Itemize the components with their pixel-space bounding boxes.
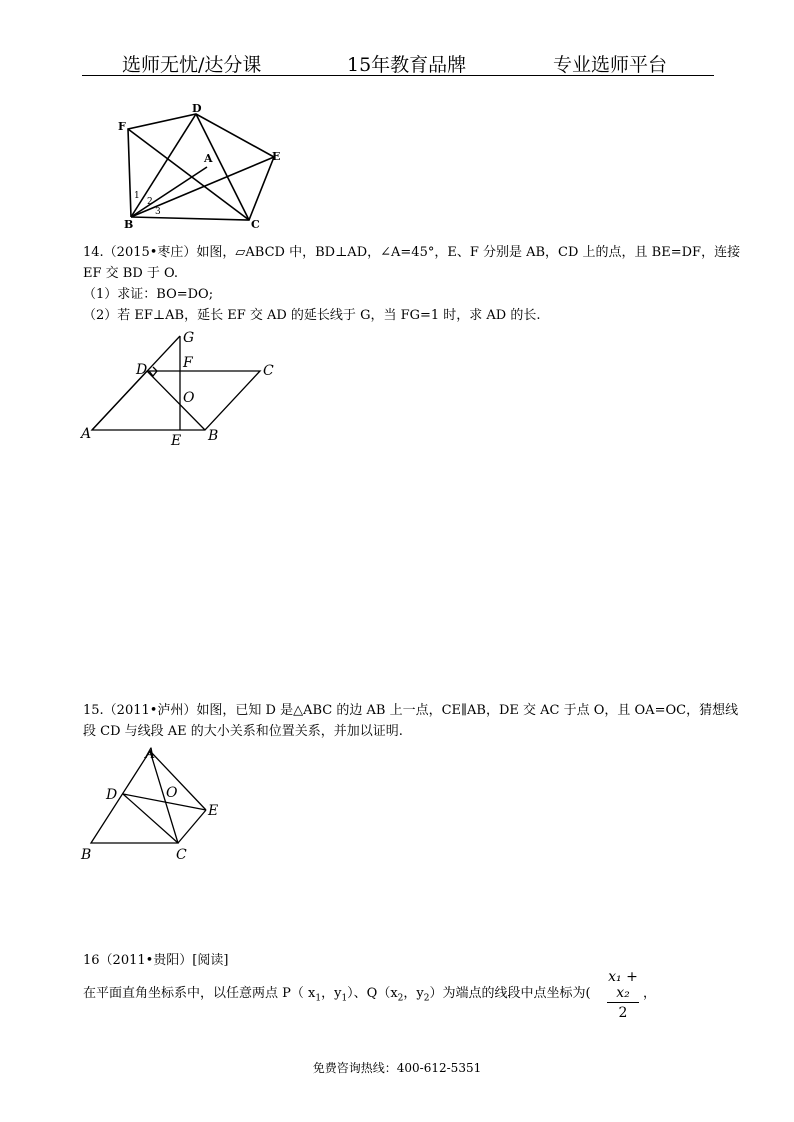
header-right-slogan: 专业选师平台 [553,54,668,76]
fig13-label-D: D [192,102,202,115]
fig15-label-D: D [106,787,118,803]
p16-sub-x1: 1 [315,993,322,1004]
problem-15-line-2: 段 CD 与线段 AE 的大小关系和位置关系，并加以证明. [83,724,403,739]
figure-15-triangle [80,742,230,867]
fig13-label-B: B [124,218,134,231]
problem-16-title: 16（2011•贵阳）[阅读] [83,953,229,968]
fig15-label-B: B [81,847,92,863]
fig13-label-E: E [272,150,281,163]
fig13-label-C: C [251,218,260,231]
fig13-angle-3: 3 [155,207,161,217]
midpoint-fraction [606,969,640,1021]
header-left-brand: 选师无忧/达分课 [122,54,262,76]
fig14-label-D: D [136,362,148,378]
header-rule [82,75,714,76]
p16-text-pre: 在平面直角坐标系中，以任意两点 P（ x [83,986,316,1001]
problem-14-part-2: （2）若 EF⊥AB，延长 EF 交 AD 的延长线于 G，当 FG=1 时，求 AD 的长. [83,308,541,323]
fig13-angle-1: 1 [134,191,140,201]
figure-13-geometry [100,95,300,235]
fig14-label-G: G [183,330,195,346]
p16-sub-y1: 1 [341,993,348,1004]
fig15-label-A: A [145,746,156,762]
fig14-label-A: A [81,426,92,442]
p16-text-mid1: ，y [321,986,342,1001]
figure-14-parallelogram [80,330,290,450]
fig14-label-F: F [183,355,193,371]
problem-16-line-1 [83,984,591,1009]
figure-14-lines [92,336,260,430]
problem-14-line-1: 14.（2015•枣庄）如图，▱ABCD 中，BD⊥AD，∠A=45°，E、F 分别是 AB，CD 上的点，且 BE=DF，连接 [83,245,741,260]
p16-sub-x2: 2 [397,993,404,1004]
fig14-label-E: E [171,433,182,449]
footer-hotline: 免费咨询热线：400-612-5351 [312,1061,482,1075]
header-center-slogan: 15年教育品牌 [347,54,467,76]
fig13-angle-2: 2 [147,197,153,207]
fig14-label-B: B [208,428,219,444]
fig13-label-A: A [204,152,213,165]
fig15-label-C: C [176,847,187,863]
problem-14-line-2: EF 交 BD 于 O. [83,266,179,281]
fig15-label-E: E [208,803,219,819]
problem-14-part-1: （1）求证：BO=DO; [83,287,214,302]
fig14-label-C: C [263,363,274,379]
p16-text-post: ）为端点的线段中点坐标为( [429,986,591,1001]
fig15-label-O: O [166,785,178,801]
p16-sub-y2: 2 [423,993,430,1004]
fraction-denominator: 2 [618,1005,628,1021]
p16-text-mid3: ，y [403,986,424,1001]
fig13-label-F: F [118,120,126,133]
problem-16-trailing-comma: ， [643,986,657,1001]
problem-15-line-1: 15.（2011•泸州）如图，已知 D 是△ABC 的边 AB 上一点，CE∥AB，DE 交 AC 于点 O，且 OA=OC，猜想线 [83,703,739,718]
p16-text-mid2: ）、Q（x [347,986,398,1001]
fraction-numerator: x₁ + x₂ [608,969,638,1001]
fig14-label-O: O [183,390,195,406]
